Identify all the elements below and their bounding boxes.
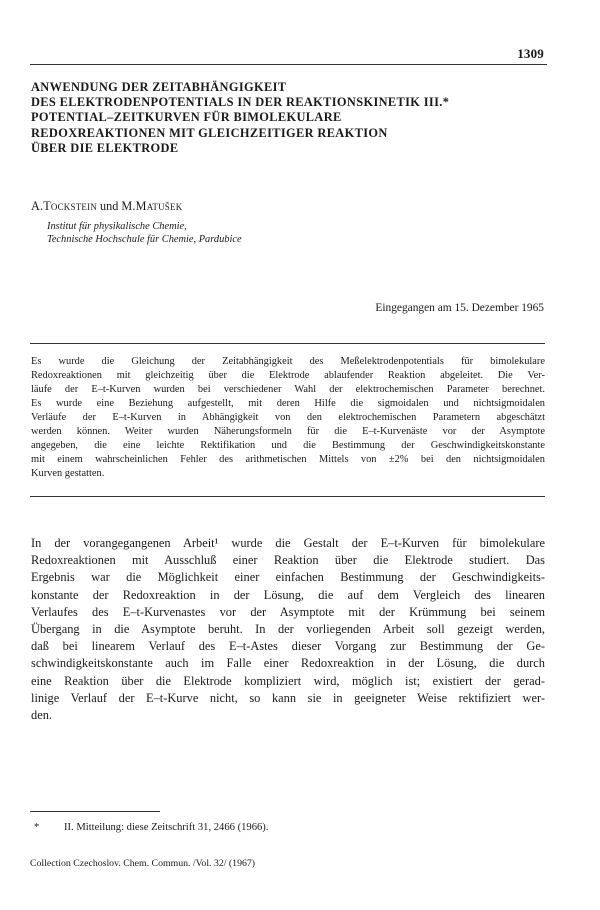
text-line: Redoxreaktionen mit gleichzeitig über die Elektrode ablaufender Reaktion abgeleitet. Die Ver-: [31, 370, 545, 381]
text-line: mit einem wahrscheinlichen Fehler des arithmetischen Mittels von ±2% bei den nichtsigmoidalen: [31, 454, 545, 465]
text-line: läufe der E–t-Kurven wurden bei verschiedener Wahl der elektrochemischen Parameter berechnet.: [31, 384, 545, 395]
text-line: Es wurde eine Beziehung aufgestellt, mit deren Hilfe die sigmoidalen und nichtsigmoidalen: [31, 398, 545, 409]
title-line: POTENTIAL–ZEITKURVEN FÜR BIMOLEKULARE: [31, 110, 342, 125]
text-line: angegeben, die eine leichte Rektifikation und die Bestimmung der Geschwindigkeitskonstante: [31, 440, 545, 451]
text-line: Verläufe der E–t-Kurven in Abhängigkeit von den elektrochemischen Parametern abgeschätzt: [31, 412, 545, 423]
text-line: Redoxreaktionen mit Ausschluß einer Reaktion über die Elektrode studiert. Das: [31, 553, 545, 568]
page-number: 1309: [517, 46, 544, 61]
text-line: daß bei linearem Verlauf des E–t-Astes dieser Vorgang zur Bestimmung der Ge-: [31, 639, 545, 654]
title-line: REDOXREAKTIONEN MIT GLEICHZEITIGER REAKTION: [31, 125, 388, 140]
author-connector: und: [97, 199, 122, 213]
authors: [31, 199, 182, 214]
title-line: ÜBER DIE ELEKTRODE: [31, 140, 179, 155]
title-line: ANWENDUNG DER ZEITABHÄNGIGKEIT: [31, 80, 287, 94]
footnote-mark: *: [34, 822, 40, 833]
journal-citation: Collection Czechoslov. Chem. Commun. /Vol. 32/ (1967): [30, 858, 256, 869]
affiliation-line: Institut für physikalische Chemie,: [47, 221, 187, 232]
footnote: [34, 822, 268, 833]
text-line: Übergang in die Asymptote beruht. In der vorliegenden Arbeit soll gezeigt werden,: [31, 622, 545, 637]
header-rule: [30, 64, 547, 65]
text-line: Verlaufes des E–t-Kurvenastes vor der Asymptote mit der Krümmung bei seinem: [31, 604, 545, 619]
text-line: linige Verlauf der E–t-Kurve nicht, so kann sie in geeigneter Weise rektifiziert wer-: [31, 690, 545, 705]
affiliation-line: Technische Hochschule für Chemie, Pardubice: [47, 234, 242, 245]
text-line: konstante der Redoxreaktion in der Lösung, die auf dem Vergleich des linearen: [31, 587, 545, 602]
text-line: Kurven gestatten.: [31, 468, 105, 479]
received-date: Eingegangen am 15. Dezember 1965: [375, 302, 544, 314]
affiliation: [47, 220, 242, 246]
abstract: [31, 355, 545, 481]
body-paragraph: [31, 535, 545, 724]
title-line: DES ELEKTRODENPOTENTIALS IN DER REAKTIONSKINETIK III.*: [31, 95, 450, 110]
text-line: den.: [31, 708, 52, 723]
footnote-rule: [30, 811, 160, 812]
text-line: werden können. Weiter wurden Näherungsformeln für die E–t-Kurvenäste vor der Asymptote: [31, 426, 545, 437]
text-line: Es wurde die Gleichung der Zeitabhängigkeit des Meßelektrodenpotentials für bimolekulare: [31, 356, 545, 367]
text-line: schwindigkeitskonstante auch im Falle einer Redoxreaktion in der Lösung, die durch: [31, 656, 545, 671]
author-name: A.Tockstein: [31, 199, 97, 213]
footnote-text: II. Mitteilung: diese Zeitschrift 31, 2466 (1966).: [64, 822, 269, 833]
text-line: eine Reaktion über die Elektrode kompliziert wird, möglich ist; existiert der gerad-: [31, 673, 545, 688]
author-name: M.Matušek: [121, 199, 183, 213]
article-title: [31, 80, 551, 156]
text-line: In der vorangegangenen Arbeit¹ wurde die Gestalt der E–t-Kurven für bimolekulare: [31, 536, 545, 550]
text-line: Ergebnis war die Möglichkeit einer einfachen Bestimmung der Geschwindigkeits-: [31, 570, 545, 585]
